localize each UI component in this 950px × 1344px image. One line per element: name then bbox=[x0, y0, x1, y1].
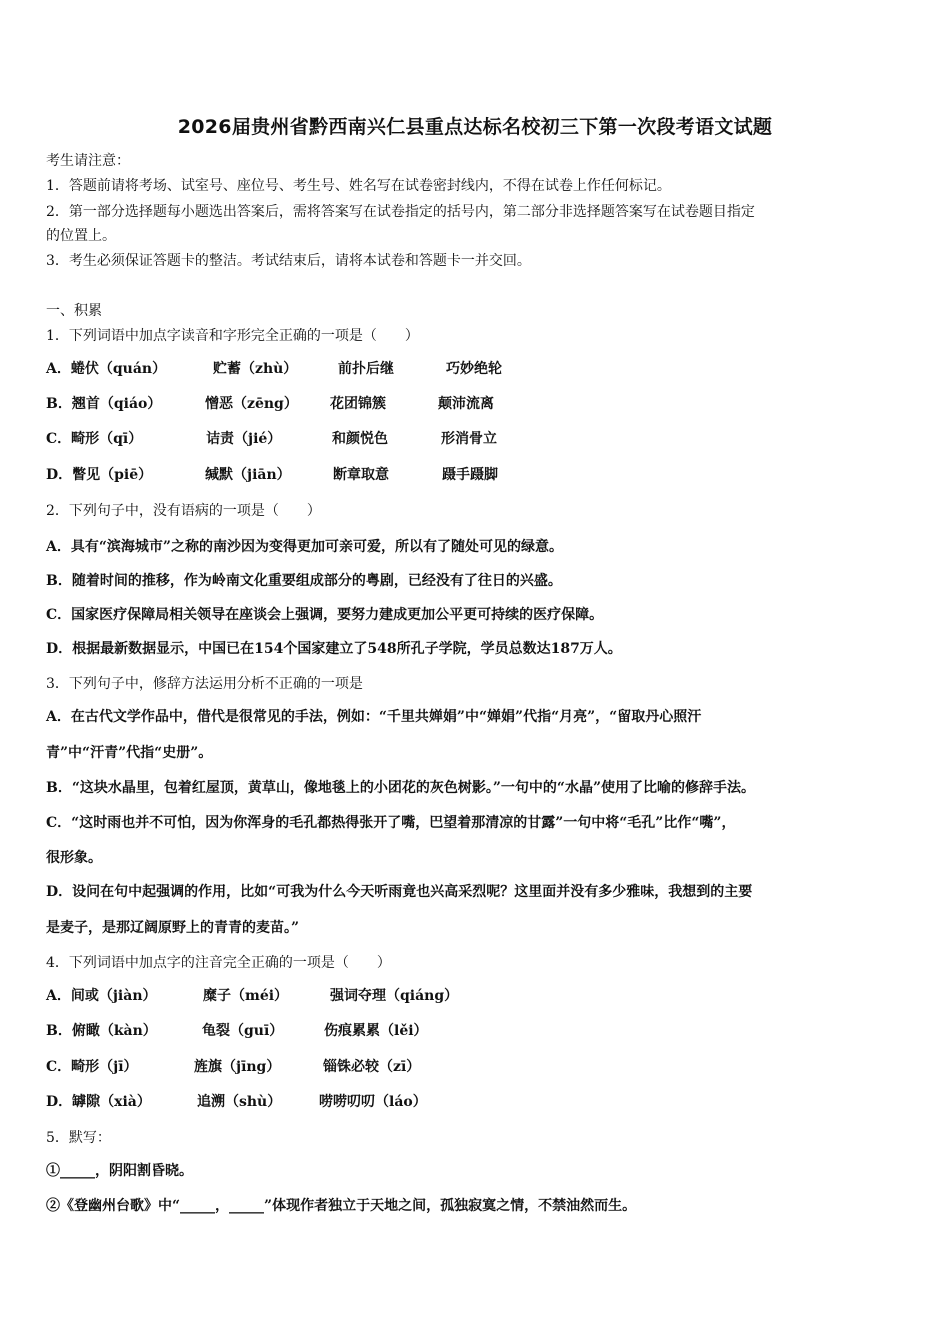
q1-option-d: D．瞥见（piē） bbox=[46, 467, 153, 483]
page-title: 2026届贵州省黔西南兴仁县重点达标名校初三下第一次段考语文试题 bbox=[177, 116, 773, 138]
q2-option-b: B．随着时间的推移，作为岭南文化重要组成部分的粤剧，已经没有了往日的兴盛。 bbox=[46, 573, 562, 589]
q2-option-c: C．国家医疗保障局相关领导在座谈会上强调，要努力建成更加公平更可持续的医疗保障。 bbox=[46, 607, 604, 623]
q1-option-d-word-3: 断章取意 bbox=[333, 467, 389, 483]
q3-option-a-cont: 青”中“汗青”代指“史册”。 bbox=[46, 745, 213, 761]
q4-option-b-word-3: 伤痕累累（lěi） bbox=[324, 1023, 428, 1039]
notice-heading: 考生请注意： bbox=[46, 153, 130, 169]
q1-option-a-word-2: 贮蓄（zhù） bbox=[213, 361, 298, 377]
q1-option-c-word-3: 和颜悦色 bbox=[332, 431, 388, 447]
q2-stem: 2．下列句子中，没有语病的一项是（ ） bbox=[46, 503, 321, 519]
section-heading: 一、积累 bbox=[46, 303, 102, 319]
q4-option-c-word-3: 锱铢必较（zī） bbox=[323, 1059, 421, 1075]
notice-item-2-cont: 的位置上。 bbox=[46, 228, 116, 244]
q1-option-b-word-3: 花团锦簇 bbox=[330, 396, 386, 412]
q1-stem: 1．下列词语中加点字读音和字形完全正确的一项是（ ） bbox=[46, 328, 419, 344]
q3-option-a: A．在古代文学作品中，借代是很常见的手法，例如：“千里共婵娟”中“婵娟”代指“月亮”，“留取丹心照汗 bbox=[46, 709, 702, 725]
q4-option-d: D．罅隙（xià） bbox=[46, 1094, 151, 1110]
q3-option-c: C．“这时雨也并不可怕，因为你浑身的毛孔都热得张开了嘴，巴望着那清凉的甘露”一句中将“毛孔”比作“嘴”， bbox=[46, 815, 736, 831]
q1-option-c: C．畸形（qī） bbox=[46, 431, 143, 447]
q5-stem: 5．默写： bbox=[46, 1130, 111, 1146]
q3-option-d-cont: 是麦子，是那辽阔原野上的青青的麦苗。” bbox=[46, 920, 300, 936]
q1-option-a-word-3: 前扑后继 bbox=[338, 361, 394, 377]
q1-option-c-word-4: 形消骨立 bbox=[441, 431, 497, 447]
notice-item-2: 2．第一部分选择题每小题选出答案后，需将答案写在试卷指定的括号内，第二部分非选择题答案写在试卷题目指定 bbox=[46, 204, 755, 220]
q4-option-d-word-3: 唠唠叨叨（láo） bbox=[319, 1094, 427, 1110]
q1-option-d-word-2: 缄默（jiān） bbox=[205, 467, 291, 483]
q4-option-a-word-3: 强词夺理（qiáng） bbox=[330, 988, 459, 1004]
q4-option-a: A．间或（jiàn） bbox=[46, 988, 157, 1004]
q4-option-b-word-2: 龟裂（guī） bbox=[202, 1023, 284, 1039]
q3-option-d: D．设问在句中起强调的作用，比如“可我为什么今天听雨竟也兴高采烈呢？这里面并没有多少雅味，我想到的主要 bbox=[46, 884, 753, 900]
q3-option-c-cont: 很形象。 bbox=[46, 850, 102, 866]
q4-option-b: B．俯瞰（kàn） bbox=[46, 1023, 157, 1039]
q3-option-b: B．“这块水晶里，包着红屋顶，黄草山，像地毯上的小团花的灰色树影。”一句中的“水晶”使用了比喻的修辞手法。 bbox=[46, 780, 756, 796]
q1-option-b-word-4: 颠沛流离 bbox=[438, 396, 494, 412]
q2-option-a: A．具有“滨海城市”之称的南沙因为变得更加可亲可爱，所以有了随处可见的绿意。 bbox=[46, 539, 563, 555]
q1-option-b: B．翘首（qiáo） bbox=[46, 396, 162, 412]
q4-option-d-word-2: 追溯（shù） bbox=[197, 1094, 282, 1110]
q2-option-d: D．根据最新数据显示，中国已在154个国家建立了548所孔子学院，学员总数达187万人。 bbox=[46, 641, 622, 657]
q1-option-a-word-4: 巧妙绝轮 bbox=[446, 361, 502, 377]
q3-stem: 3．下列句子中，修辞方法运用分析不正确的一项是 bbox=[46, 676, 363, 692]
q4-stem: 4．下列词语中加点字的注音完全正确的一项是（ ） bbox=[46, 955, 391, 971]
q4-option-c: C．畸形（jī） bbox=[46, 1059, 138, 1075]
q5-item-1: ①_____，阴阳割昏晓。 bbox=[46, 1163, 193, 1179]
q1-option-a: A．蜷伏（quán） bbox=[46, 361, 167, 377]
q1-option-b-word-2: 憎恶（zēng） bbox=[205, 396, 298, 412]
q1-option-d-word-4: 蹑手蹑脚 bbox=[442, 467, 498, 483]
q4-option-a-word-2: 糜子（méi） bbox=[203, 988, 289, 1004]
q1-option-c-word-2: 诘责（jié） bbox=[206, 431, 282, 447]
q5-item-2: ②《登幽州台歌》中“_____，_____”体现作者独立于天地之间，孤独寂寞之情，不禁油然而生。 bbox=[46, 1198, 637, 1214]
q4-option-c-word-2: 旌旗（jīng） bbox=[194, 1059, 281, 1075]
notice-item-1: 1．答题前请将考场、试室号、座位号、考生号、姓名写在试卷密封线内，不得在试卷上作任何标记。 bbox=[46, 178, 671, 194]
notice-item-3: 3．考生必须保证答题卡的整洁。考试结束后，请将本试卷和答题卡一并交回。 bbox=[46, 253, 531, 269]
